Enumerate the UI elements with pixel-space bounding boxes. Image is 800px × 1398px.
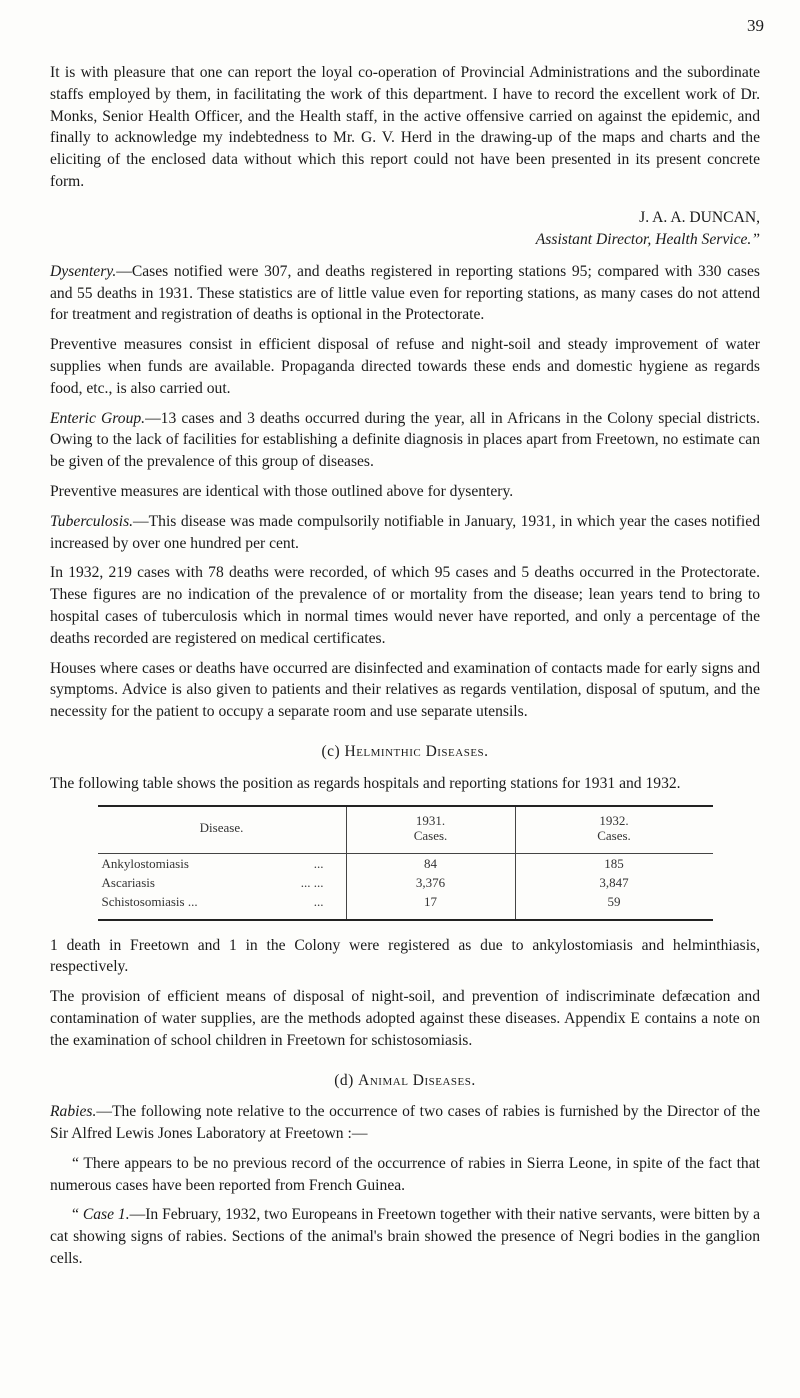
helminthic-table xyxy=(98,805,713,921)
table-cell-disease: Schistosomiasis ... ... xyxy=(101,893,324,909)
helminthic-provision-paragraph: The provision of efficient means of disposal of night-soil, and prevention of indiscriminate defæcation and contamination of water supplies, are the methods adopted against these diseases. Appendix E contains a note on the examination of school children in Freetown for schistosomiasis. xyxy=(50,988,760,1049)
table-cell-disease: Ankylostomiasis ... xyxy=(101,855,324,871)
helminthic-heading-text: Helminthic Diseases. xyxy=(344,742,489,760)
tuberculosis-statistics-paragraph: In 1932, 219 cases with 78 deaths were recorded, of which 95 cases and 5 deaths occurred in the Protectorate. These figures are no indication of the prevalence of or mortality from the disease; lean years tend to bring to hospital cases of tuberculosis which in normal times would never have reported, and only a percentage of the deaths recorded are registered on medical certificates. xyxy=(50,564,760,647)
signature-name: J. A. A. DUNCAN, xyxy=(639,208,760,226)
table-cell-1932: 59 xyxy=(515,892,713,920)
rabies-quote-paragraph: “ There appears to be no previous record of the occurrence of rabies in Sierra Leone, in spite of the fact that numerous cases have been reported from French Guinea. xyxy=(50,1154,760,1194)
table-header-disease: Disease. xyxy=(199,820,244,836)
case-text: —In February, 1932, two Europeans in Freetown together with their native servants, were bitten by a cat showing signs of rabies. Sections of the animal's brain showed the presence of Negri bodies in the ganglion cells. xyxy=(50,1206,761,1268)
table-row xyxy=(98,873,713,892)
table-cell-1932: 185 xyxy=(515,853,713,873)
rabies-label: Rabies. xyxy=(50,1103,97,1121)
enteric-paragraph xyxy=(50,408,760,473)
signature-block xyxy=(50,207,760,251)
tuberculosis-label: Tuberculosis. xyxy=(50,512,134,530)
helminthic-intro: The following table shows the position as regards hospitals and reporting stations for 1931 and 1932. xyxy=(50,774,681,792)
table-header-1931: 1931. Cases. xyxy=(346,806,515,854)
dysentery-text: —Cases notified were 307, and deaths registered in reporting stations 95; compared with 330 cases and 55 deaths in 1931. These statistics are of little value even for reporting stations, as many cases do not attend for treatment and registration of deaths is optional in the Protectorate. xyxy=(50,262,760,324)
table-cell-1931: 3,376 xyxy=(346,873,515,892)
table-cell-1931: 17 xyxy=(346,892,515,920)
acknowledgement-paragraph: It is with pleasure that one can report the loyal co-operation of Provincial Administrations and the subordinate staffs employed by them, in facilitating the work of this department. I have to record the excellent work of Dr. Monks, Senior Health Officer, and the Health staff, in the active offensive carried on against the epidemic, and finally to acknowledge my indebtedness to Mr. G. V. Herd in the drawing-up of the maps and charts and the eliciting of the enclosed data without which this report could not have been presented in its present concrete form. xyxy=(50,64,760,190)
tuberculosis-paragraph xyxy=(50,511,760,555)
table-header-row xyxy=(98,806,713,854)
animal-heading-text: Animal Diseases. xyxy=(358,1071,476,1089)
signature-title: Assistant Director, Health Service.” xyxy=(535,230,760,248)
helminthic-heading xyxy=(50,741,760,763)
dysentery-paragraph xyxy=(50,261,760,326)
table-cell-disease: Ascariasis ... ... xyxy=(101,874,324,890)
helminthic-heading-prefix: (c) xyxy=(321,742,345,760)
enteric-text: —13 cases and 3 deaths occurred during the year, all in Africans in the Colony special districts. Owing to the lack of facilities for establishing a definite diagnosis in places apart from Freetown, no estimate can be given of the prevalence of this group of diseases. xyxy=(50,409,760,471)
helminthic-deaths-note: 1 death in Freetown and 1 in the Colony were registered as due to ankylostomiasis and helminthiasis, respectively. xyxy=(50,936,760,976)
page-body xyxy=(50,62,760,1278)
tuberculosis-text: —This disease was made compulsorily notifiable in January, 1931, in which year the cases notified increased by over one hundred per cent. xyxy=(50,512,760,552)
case-paragraph: “ Case 1.—In February, 1932, two Europeans in Freetown together with their native servants, were bitten by a cat showing signs of rabies. Sections of the animal's brain showed the presence of Negri bodies in the ganglion cells. xyxy=(50,1206,761,1268)
table-cell-1931: 84 xyxy=(346,853,515,873)
animal-heading-prefix: (d) xyxy=(334,1071,359,1089)
dysentery-label: Dysentery. xyxy=(50,262,117,280)
rabies-text: —The following note relative to the occurrence of two cases of rabies is furnished by the Director of the Sir Alfred Lewis Jones Laboratory at Freetown :— xyxy=(50,1103,760,1143)
animal-heading xyxy=(50,1070,760,1092)
enteric-preventive-paragraph: Preventive measures are identical with those outlined above for dysentery. xyxy=(50,482,514,500)
dysentery-preventive-paragraph: Preventive measures consist in efficient disposal of refuse and night-soil and steady improvement of water supplies when funds are available. Propaganda directed towards these ends and domestic hygiene as regards food, etc., is also carried out. xyxy=(50,336,760,397)
case-label: Case 1. xyxy=(82,1206,130,1224)
rabies-paragraph xyxy=(50,1101,760,1145)
enteric-label: Enteric Group. xyxy=(50,409,146,427)
table-cell-1932: 3,847 xyxy=(515,873,713,892)
table-row xyxy=(98,853,713,873)
tuberculosis-measures-paragraph: Houses where cases or deaths have occurred are disinfected and examination of contacts made for early signs and symptoms. Advice is also given to patients and their relatives as regards ventilation, disposal of sputum, and the necessity for the patient to occupy a separate room and use separate utensils. xyxy=(50,659,760,721)
page-number: 39 xyxy=(747,16,764,35)
table-row xyxy=(98,892,713,920)
table-header-1932: 1932. Cases. xyxy=(515,806,713,854)
